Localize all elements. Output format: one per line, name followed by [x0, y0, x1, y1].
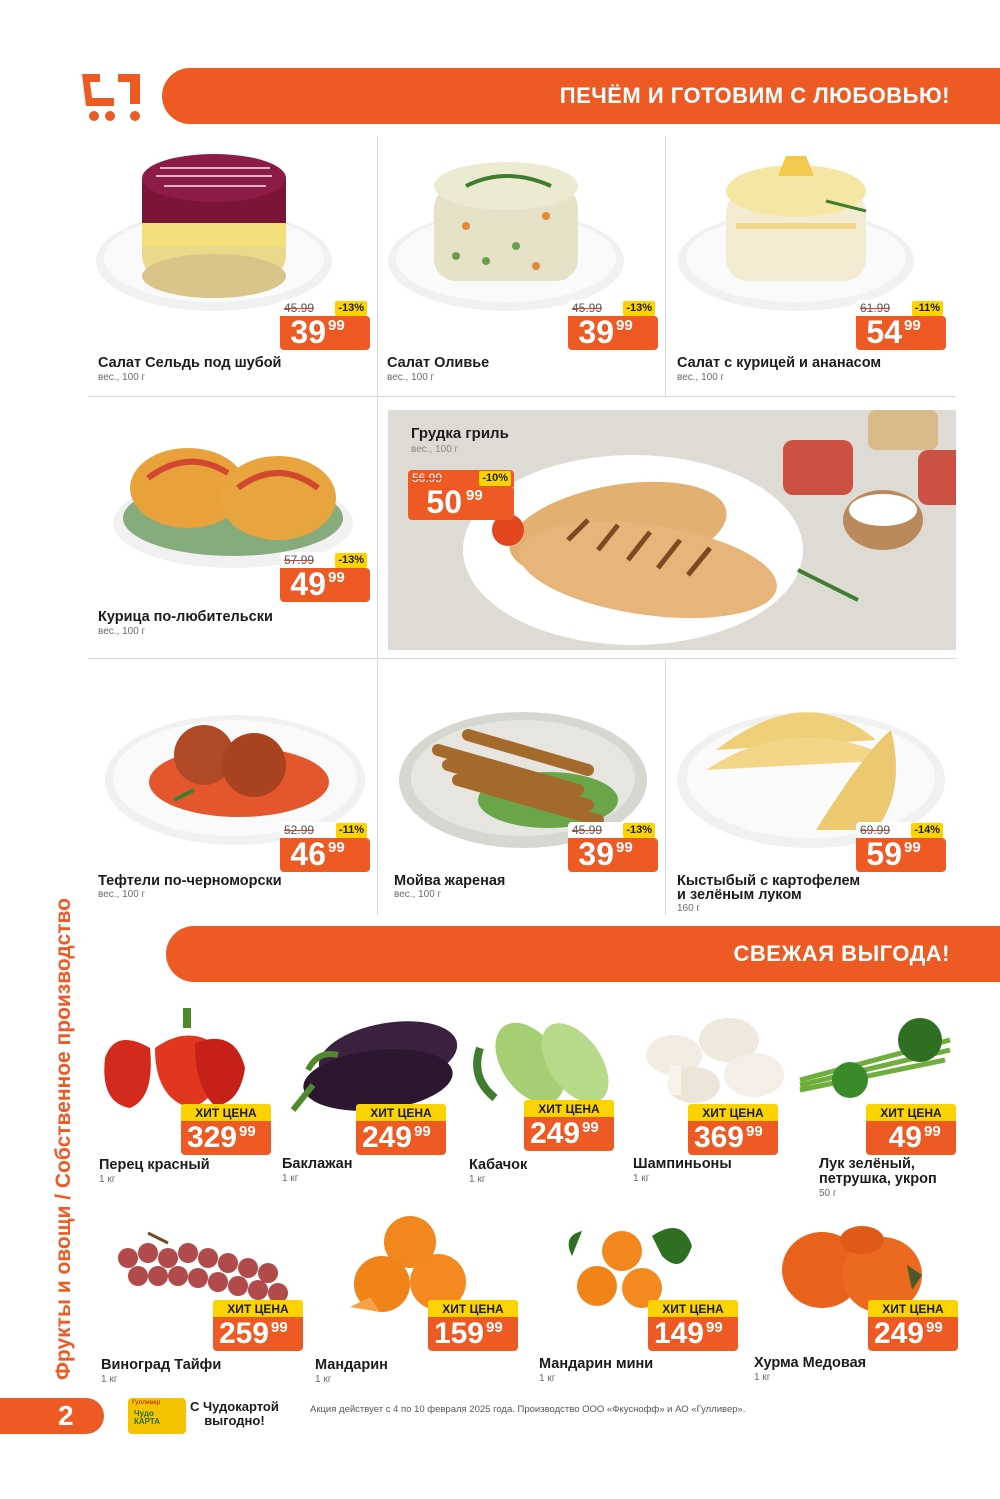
old-price: 61.99 — [860, 301, 891, 315]
product-weight: вес., 100 г — [387, 372, 435, 383]
product-name: Кыстыбый с картофелем — [677, 873, 861, 889]
price-tag — [280, 300, 370, 348]
product-weight: вес., 100 г — [98, 626, 146, 637]
price-kopecks: 99 — [926, 1319, 943, 1336]
product-name: Лук зелёный, — [819, 1156, 915, 1172]
divider — [88, 396, 956, 397]
zucchini-image — [470, 1008, 630, 1108]
section-banner — [162, 68, 1000, 124]
discount-badge: -10% — [479, 471, 511, 486]
product-weight: 1 кг — [282, 1173, 299, 1184]
price-kopecks: 99 — [706, 1319, 723, 1336]
old-price: 52.99 — [284, 823, 315, 837]
product-weight: вес., 100 г — [677, 372, 725, 383]
product-weight: 1 кг — [539, 1373, 556, 1384]
price-rubles: 39 — [290, 314, 326, 350]
product-name: Грудка гриль — [411, 425, 509, 442]
hit-price-label: ХИТ ЦЕНА — [428, 1300, 518, 1318]
hit-price-tag — [356, 1104, 446, 1156]
hit-price-tag — [524, 1100, 614, 1152]
product-weight: 1 кг — [101, 1374, 118, 1385]
price-rubles: 249 — [529, 1117, 580, 1150]
price-rubles: 249 — [361, 1121, 412, 1154]
red-pepper-image — [95, 1008, 265, 1118]
herbs-image — [790, 1010, 960, 1110]
product-card[interactable] — [790, 1000, 960, 1205]
product-card[interactable] — [88, 660, 376, 915]
hit-price-label: ХИТ ЦЕНА — [181, 1104, 271, 1122]
price-tag — [568, 822, 658, 870]
price-kopecks: 99 — [904, 317, 921, 334]
discount-badge: -11% — [912, 301, 943, 316]
price-kopecks: 99 — [466, 487, 483, 504]
hit-price-label: ХИТ ЦЕНА — [356, 1104, 446, 1122]
product-name: Перец красный — [99, 1157, 210, 1173]
product-weight: 1 кг — [754, 1372, 771, 1383]
old-price: 57.99 — [284, 553, 315, 567]
product-name: Мандарин — [315, 1357, 388, 1373]
grapes-image — [108, 1218, 298, 1313]
section-title: СВЕЖАЯ ВЫГОДА! — [733, 941, 950, 966]
product-card[interactable] — [98, 1212, 308, 1392]
price-rubles: 149 — [653, 1317, 704, 1350]
discount-badge: -14% — [911, 823, 943, 838]
store-logo-icon — [78, 68, 144, 124]
product-name: Хурма Медовая — [754, 1355, 867, 1371]
legal-text: Акция действует с 4 по 10 февраля 2025 года. Производство ООО «Фкуснофф» и АО «Гулливер». — [310, 1404, 746, 1415]
hit-price-label: ХИТ ЦЕНА — [648, 1300, 738, 1318]
loyalty-promo — [190, 1400, 279, 1428]
price-rubles: 369 — [693, 1121, 744, 1154]
hit-price-label: ХИТ ЦЕНА — [524, 1100, 614, 1118]
product-name: Тефтели по-черноморски — [98, 873, 282, 889]
price-tag — [408, 470, 518, 518]
price-kopecks: 99 — [271, 1319, 288, 1336]
product-card[interactable] — [278, 1000, 458, 1200]
product-name: Кабачок — [469, 1157, 528, 1173]
product-weight: 160 г — [677, 903, 701, 914]
price-kopecks: 99 — [924, 1123, 941, 1140]
product-name: Баклажан — [282, 1156, 353, 1172]
old-price: 45.99 — [572, 823, 603, 837]
product-card[interactable] — [752, 1212, 960, 1392]
divider — [377, 398, 378, 658]
product-card[interactable] — [378, 136, 665, 396]
page-number: 2 — [0, 1398, 104, 1434]
product-name: Курица по-любительски — [98, 609, 273, 625]
product-weight: 1 кг — [633, 1173, 650, 1184]
price-tag — [568, 300, 658, 348]
section-title: ПЕЧЁМ И ГОТОВИМ С ЛЮБОВЬЮ! — [559, 83, 950, 108]
product-weight: 50 г — [819, 1188, 837, 1199]
price-kopecks: 99 — [616, 317, 633, 334]
section-banner — [166, 926, 1000, 982]
grilled-chicken-breast-image — [388, 410, 956, 650]
hit-price-label: ХИТ ЦЕНА — [866, 1104, 956, 1122]
hit-price-tag — [213, 1300, 303, 1352]
price-kopecks: 99 — [328, 839, 345, 856]
product-name-line2: и зелёным луком — [677, 887, 802, 903]
product-name: Мандарин мини — [539, 1356, 654, 1372]
promo-line2: выгодно! — [204, 1413, 265, 1428]
hit-price-label: ХИТ ЦЕНА — [868, 1300, 958, 1318]
product-weight: 1 кг — [99, 1174, 116, 1185]
product-weight: 1 кг — [469, 1174, 486, 1185]
product-card[interactable] — [536, 1212, 746, 1392]
old-price: 45.99 — [572, 301, 603, 315]
product-name: Салат Оливье — [387, 355, 490, 371]
price-tag — [856, 300, 946, 348]
old-price: 69.99 — [860, 823, 891, 837]
price-rubles: 39 — [578, 836, 614, 872]
discount-badge: -11% — [336, 823, 367, 838]
product-card[interactable] — [88, 398, 376, 658]
hit-price-label: ХИТ ЦЕНА — [213, 1300, 303, 1318]
price-kopecks: 99 — [414, 1123, 431, 1140]
price-kopecks: 99 — [328, 569, 345, 586]
product-name: Салат Сельдь под шубой — [98, 355, 282, 371]
hit-price-tag — [868, 1300, 958, 1352]
price-rubles: 39 — [578, 314, 614, 350]
product-weight: вес., 100 г — [98, 889, 146, 900]
product-name: Шампиньоны — [633, 1156, 732, 1172]
price-kopecks: 99 — [616, 839, 633, 856]
price-rubles: 329 — [186, 1121, 237, 1154]
price-kopecks: 99 — [746, 1123, 763, 1140]
product-name: Салат с курицей и ананасом — [677, 355, 882, 371]
price-rubles: 159 — [433, 1317, 484, 1350]
product-card[interactable] — [88, 136, 376, 396]
price-rubles: 49 — [290, 566, 326, 602]
discount-badge: -13% — [335, 301, 367, 316]
side-category-label: Фрукты и овощи / Собственное производство — [52, 898, 75, 1380]
price-tag — [280, 822, 370, 870]
hit-price-label: ХИТ ЦЕНА — [688, 1104, 778, 1122]
product-card[interactable] — [312, 1212, 522, 1392]
divider — [88, 658, 956, 659]
price-rubles: 49 — [888, 1121, 922, 1154]
price-rubles: 259 — [218, 1317, 269, 1350]
hit-price-tag — [866, 1104, 956, 1156]
promo-line1: С Чудокартой — [190, 1399, 279, 1414]
price-tag — [856, 822, 946, 870]
product-name: Виноград Тайфи — [101, 1357, 222, 1373]
price-kopecks: 99 — [582, 1119, 599, 1136]
price-rubles: 59 — [866, 836, 902, 872]
discount-badge: -13% — [335, 553, 367, 568]
price-tag — [280, 552, 370, 600]
old-price: 45.99 — [284, 301, 315, 315]
product-name-line2: петрушка, укроп — [819, 1171, 937, 1187]
product-name: Мойва жареная — [394, 873, 506, 889]
olivier-salad-image — [386, 146, 626, 316]
price-kopecks: 99 — [904, 839, 921, 856]
product-card[interactable] — [466, 1000, 626, 1200]
old-price: 56.99 — [412, 471, 443, 485]
product-weight: вес., 100 г — [394, 889, 442, 900]
product-weight: вес., 100 г — [411, 444, 459, 455]
price-rubles: 50 — [426, 484, 462, 520]
card-title: Чудо КАРТА — [134, 1409, 161, 1426]
price-kopecks: 99 — [239, 1123, 256, 1140]
product-card[interactable] — [378, 660, 665, 915]
product-card[interactable] — [95, 1000, 275, 1200]
discount-badge: -13% — [623, 301, 655, 316]
hit-price-tag — [181, 1104, 271, 1156]
hit-price-tag — [428, 1300, 518, 1352]
product-weight: 1 кг — [315, 1374, 332, 1385]
price-kopecks: 99 — [328, 317, 345, 334]
price-rubles: 46 — [290, 836, 326, 872]
product-card[interactable] — [388, 410, 956, 650]
loyalty-card-image — [128, 1398, 186, 1434]
discount-badge: -13% — [623, 823, 655, 838]
hit-price-tag — [688, 1104, 778, 1156]
product-card[interactable] — [666, 136, 956, 396]
herring-salad-image — [94, 146, 334, 316]
price-kopecks: 99 — [486, 1319, 503, 1336]
price-rubles: 249 — [873, 1317, 924, 1350]
hit-price-tag — [648, 1300, 738, 1352]
product-weight: вес., 100 г — [98, 372, 146, 383]
chicken-pineapple-salad-image — [676, 146, 916, 316]
product-card[interactable] — [666, 660, 956, 915]
product-card[interactable] — [630, 1000, 790, 1200]
card-brand: Гулливер — [132, 1400, 161, 1406]
price-rubles: 54 — [866, 314, 902, 350]
